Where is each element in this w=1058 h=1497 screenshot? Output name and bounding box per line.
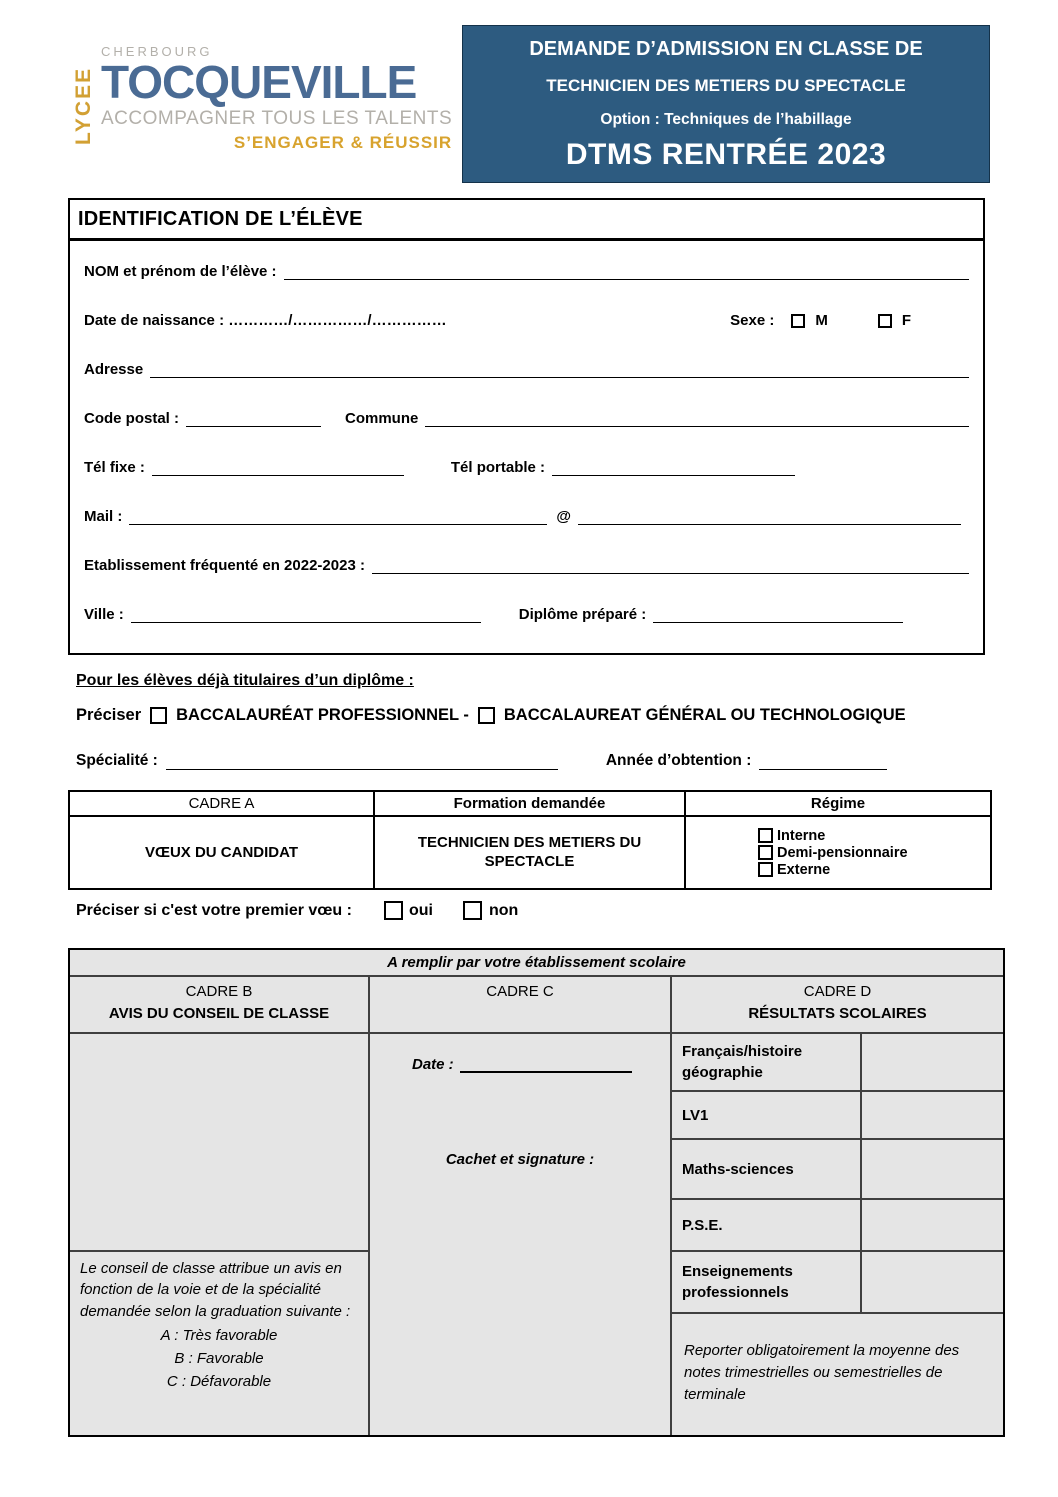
premier-voeu-row	[76, 901, 518, 920]
logo-tagline-2: S’ENGAGER & RÉUSSIR	[233, 132, 453, 152]
diplome-specialite-row	[76, 748, 930, 770]
subject-row-maths	[672, 1140, 1003, 1200]
tel-fixe-field-line[interactable]	[152, 458, 404, 476]
diplome-field-line[interactable]	[653, 605, 903, 623]
annee-obtention-label: Année d’obtention :	[605, 752, 752, 769]
etablissement-table-title: A remplir par votre établissement scolaire	[70, 950, 1003, 977]
annee-obtention-field-line[interactable]	[759, 752, 887, 770]
row-naissance-sexe	[84, 307, 969, 329]
subject-maths-label: Maths-sciences	[672, 1140, 862, 1198]
nom-label: NOM et prénom de l’élève :	[84, 263, 277, 280]
subject-row-pse	[672, 1200, 1003, 1252]
date-row	[370, 1056, 670, 1073]
bac-pro-label: BACCALAURÉAT PROFESSIONNEL -	[176, 706, 469, 724]
resultats-note: Reporter obligatoirement la moyenne des notes trimestrielles ou semestrielles de terminale	[684, 1342, 960, 1403]
row-ville-diplome	[84, 601, 969, 623]
mail-field-line[interactable]	[129, 507, 547, 525]
tel-portable-field-line[interactable]	[552, 458, 795, 476]
row-etablissement	[84, 552, 969, 574]
regime-externe-row	[758, 862, 830, 878]
adresse-field-line[interactable]	[150, 360, 969, 378]
mail-domain-field-line[interactable]	[578, 507, 961, 525]
cadre-b-column	[70, 1034, 370, 1435]
bac-pro-checkbox[interactable]	[150, 707, 167, 724]
cadre-b-header	[70, 977, 370, 1032]
cadre-c-column	[370, 1034, 672, 1435]
subject-row-lv1	[672, 1092, 1003, 1140]
voeux-candidat-cell: VŒUX DU CANDIDAT	[70, 817, 375, 888]
subject-row-francais	[672, 1034, 1003, 1092]
form-title-box	[462, 25, 990, 183]
at-sign: @	[556, 508, 571, 525]
demi-pensionnaire-checkbox[interactable]	[758, 845, 773, 860]
premier-voeu-label: Préciser si c'est votre premier vœu :	[76, 901, 352, 919]
etablissement-field-line[interactable]	[372, 556, 969, 574]
specialite-label: Spécialité :	[76, 752, 158, 769]
cadre-c-title: CADRE C	[486, 983, 554, 1000]
form-title-line-3: Option : Techniques de l’habillage	[600, 111, 852, 128]
form-title-line-2: TECHNICIEN DES METIERS DU SPECTACLE	[546, 76, 906, 95]
row-nom	[84, 258, 969, 280]
cadre-d-column	[672, 1034, 1003, 1435]
non-checkbox[interactable]	[463, 901, 482, 920]
subject-pse-grade-cell[interactable]	[862, 1200, 1003, 1250]
form-title-line-4: DTMS RENTRÉE 2023	[565, 138, 887, 171]
cadre-b-subtitle: AVIS DU CONSEIL DE CLASSE	[108, 1004, 330, 1022]
school-logo	[72, 44, 452, 158]
code-postal-label: Code postal :	[84, 410, 180, 427]
regime-interne-row	[758, 828, 825, 844]
identification-section	[68, 198, 985, 655]
avis-conseil-empty-cell[interactable]	[70, 1034, 368, 1252]
subject-enseignements-label: Enseignements professionnels	[672, 1252, 862, 1312]
subject-francais-label: Français/histoire géographie	[672, 1034, 862, 1090]
interne-checkbox[interactable]	[758, 828, 773, 843]
subject-row-enseignements	[672, 1252, 1003, 1314]
bac-general-checkbox[interactable]	[478, 707, 495, 724]
regime-header: Régime	[686, 792, 990, 817]
non-label: non	[488, 901, 519, 919]
cadre-b-title: CADRE B	[185, 983, 253, 1000]
sexe-label: Sexe :	[730, 312, 775, 329]
mail-label: Mail :	[84, 508, 123, 525]
cadre-c-header	[370, 977, 672, 1032]
externe-checkbox[interactable]	[758, 862, 773, 877]
avis-explanation-cell	[70, 1252, 368, 1435]
date-label: Date :	[412, 1056, 454, 1073]
sexe-m-label: M	[815, 312, 828, 329]
formation-demandee-header: Formation demandée	[375, 792, 686, 817]
etablissement-table	[68, 948, 1005, 1437]
form-title-line-1: DEMANDE D’ADMISSION EN CLASSE DE	[529, 38, 923, 60]
row-code-postal	[84, 405, 969, 427]
subject-lv1-grade-cell[interactable]	[862, 1092, 1003, 1138]
logo-city-text: CHERBOURG	[101, 44, 213, 59]
row-adresse	[84, 356, 969, 378]
subject-enseignements-grade-cell[interactable]	[862, 1252, 1003, 1312]
identification-title: IDENTIFICATION DE L’ÉLÈVE	[70, 200, 983, 241]
formation-cell: TECHNICIEN DES METIERS DU SPECTACLE	[375, 817, 686, 888]
ville-field-line[interactable]	[131, 605, 481, 623]
cadre-a-table	[68, 790, 992, 890]
row-mail	[84, 503, 969, 525]
sexe-f-label: F	[901, 312, 911, 329]
etablissement-label: Etablissement fréquenté en 2022-2023 :	[84, 557, 365, 574]
logo-tagline-1: ACCOMPAGNER TOUS LES TALENTS	[101, 107, 453, 129]
sexe-m-checkbox[interactable]	[791, 314, 805, 328]
sexe-f-checkbox[interactable]	[878, 314, 892, 328]
grade-b-label: B : Favorable	[174, 1350, 264, 1368]
diplome-label: Diplôme préparé :	[518, 606, 647, 623]
tel-fixe-label: Tél fixe :	[84, 459, 145, 476]
adresse-label: Adresse	[84, 361, 144, 378]
commune-field-line[interactable]	[425, 409, 969, 427]
grade-a-label: A : Très favorable	[160, 1326, 278, 1344]
interne-label: Interne	[777, 827, 826, 844]
subject-maths-grade-cell[interactable]	[862, 1140, 1003, 1198]
diplome-section-title: Pour les élèves déjà titulaires d’un diplôme :	[76, 672, 414, 689]
date-field-line[interactable]	[460, 1057, 632, 1073]
demi-pensionnaire-label: Demi-pensionnaire	[777, 844, 908, 861]
oui-checkbox[interactable]	[384, 901, 403, 920]
subject-francais-grade-cell[interactable]	[862, 1034, 1003, 1090]
subject-pse-label: P.S.E.	[672, 1200, 862, 1250]
cachet-signature-label: Cachet et signature :	[445, 1151, 595, 1168]
specialite-field-line[interactable]	[166, 752, 558, 770]
cadre-a-header: CADRE A	[70, 792, 375, 817]
regime-cell	[686, 817, 990, 888]
tel-portable-label: Tél portable :	[450, 459, 546, 476]
logo-school-name: TOCQUEVILLE	[101, 56, 417, 108]
oui-label: oui	[408, 901, 433, 919]
cadre-d-subtitle: RÉSULTATS SCOLAIRES	[748, 1004, 927, 1022]
subject-lv1-label: LV1	[672, 1092, 862, 1138]
ville-label: Ville :	[84, 606, 124, 623]
bac-general-label: BACCALAUREAT GÉNÉRAL OU TECHNOLOGIQUE	[503, 706, 906, 724]
row-telephones	[84, 454, 969, 476]
commune-label: Commune	[345, 410, 419, 427]
logo-lycee-vertical-text: LYCEE	[72, 66, 95, 146]
regime-demi-pensionnaire-row	[758, 845, 908, 861]
externe-label: Externe	[777, 861, 831, 878]
diplome-preciser-row	[76, 706, 906, 725]
nom-field-line[interactable]	[284, 262, 969, 280]
grade-c-label: C : Défavorable	[166, 1373, 272, 1391]
cadre-d-title: CADRE D	[803, 983, 872, 1000]
preciser-label: Préciser	[76, 706, 142, 724]
cadre-d-header	[672, 977, 1003, 1032]
code-postal-field-line[interactable]	[186, 409, 321, 427]
date-naissance-label: Date de naissance : …………/……………/……………	[84, 312, 447, 329]
avis-explanation-text: Le conseil de classe attribue un avis en fonction de la voie et de la spécialité demandée selon la graduation suivante :	[80, 1260, 351, 1320]
